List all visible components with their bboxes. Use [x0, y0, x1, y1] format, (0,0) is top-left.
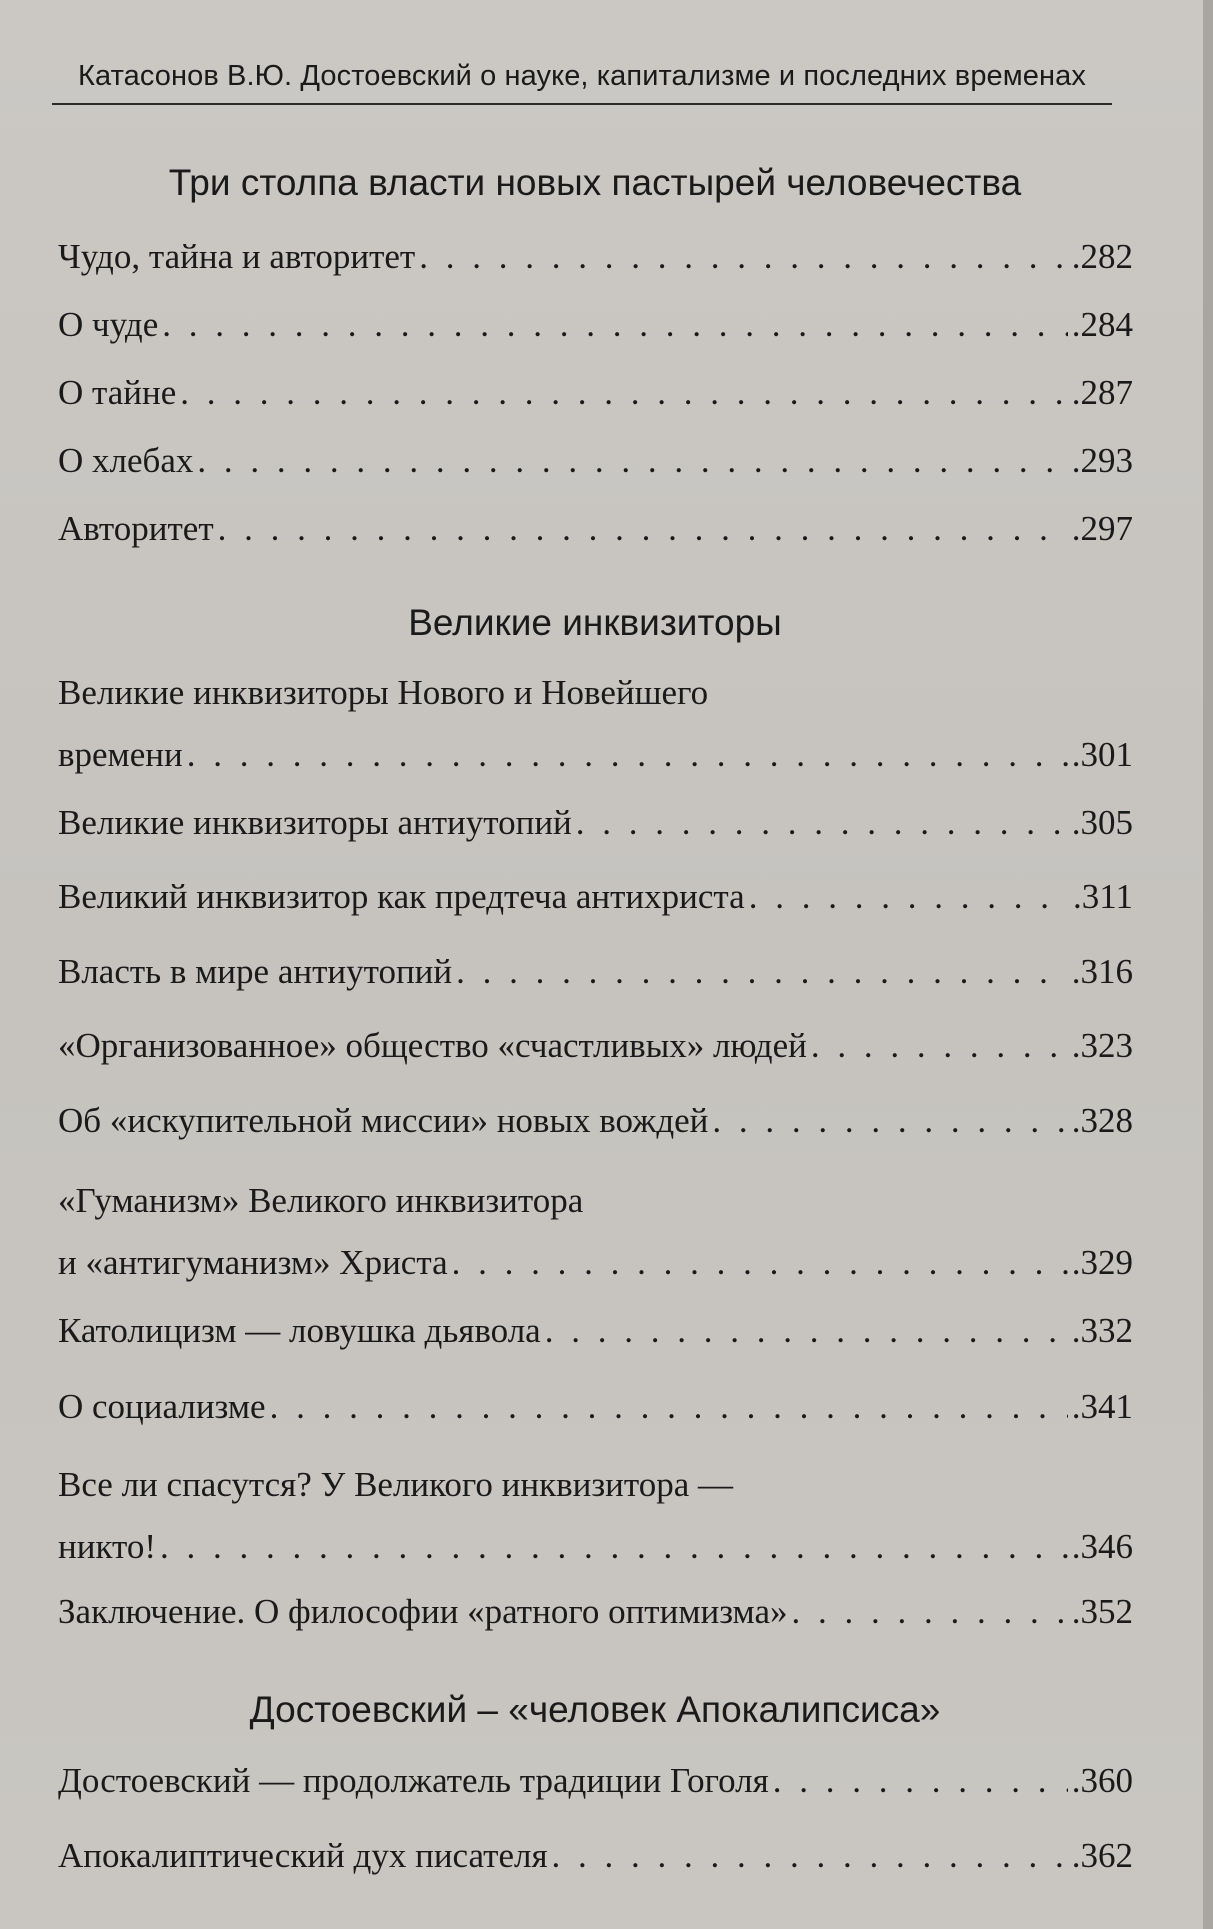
page-number: .293 — [1071, 441, 1133, 480]
leader-dots — [791, 1581, 1067, 1643]
page-number: .305 — [1071, 803, 1133, 842]
entry-title: О хлебах — [58, 441, 194, 480]
leader-dots — [576, 792, 1068, 854]
leader-dots — [270, 1376, 1068, 1438]
toc-entry[interactable] — [58, 430, 1133, 492]
page-number: .341 — [1071, 1387, 1133, 1426]
leader-dots — [545, 1300, 1068, 1362]
leader-dots — [187, 724, 1068, 786]
page-number: .311 — [1073, 877, 1133, 916]
entry-title: и «антигуманизм» Христа — [58, 1243, 448, 1282]
section-title: Достоевский – «человек Апокалипсиса» — [249, 1689, 941, 1730]
entry-title: Католицизм — ловушка дьявола — [58, 1311, 541, 1350]
entry-title: Апокалиптический дух писателя — [58, 1836, 548, 1875]
leader-dots — [180, 362, 1067, 424]
toc-entry[interactable] — [58, 792, 1133, 854]
toc-entry[interactable] — [58, 498, 1133, 560]
leader-dots — [552, 1825, 1068, 1887]
leader-dots — [452, 1232, 1068, 1294]
entry-title-line1: Великие инквизиторы Нового и Новейшего — [58, 673, 709, 712]
page-edge — [1203, 0, 1213, 1929]
page-number: .323 — [1071, 1026, 1133, 1065]
running-head: Катасонов В.Ю. Достоевский о науке, капитализме и последних временах — [52, 60, 1112, 105]
toc-entry[interactable] — [58, 294, 1133, 356]
leader-dots — [811, 1015, 1068, 1077]
leader-dots — [749, 866, 1069, 928]
entry-title: Достоевский — продолжатель традиции Гоголя — [58, 1761, 769, 1800]
toc-entry[interactable] — [58, 662, 1133, 786]
entry-title: О тайне — [58, 373, 177, 412]
entry-title: времени — [58, 735, 183, 774]
leader-dots — [419, 226, 1068, 288]
page-number: .332 — [1071, 1311, 1133, 1350]
page-number: .362 — [1071, 1836, 1133, 1875]
entry-title: Заключение. О философии «ратного оптимизма» — [58, 1592, 788, 1631]
entry-title: Великие инквизиторы антиутопий — [58, 803, 572, 842]
page-number: .352 — [1071, 1592, 1133, 1631]
page-number: .282 — [1071, 237, 1133, 276]
entry-title: Чудо, тайна и авторитет — [58, 237, 416, 276]
entry-title: никто! — [58, 1527, 156, 1566]
page-number: .284 — [1071, 305, 1133, 344]
toc-entry[interactable] — [58, 941, 1133, 1003]
toc-entry[interactable] — [58, 362, 1133, 424]
page-number: .301 — [1071, 735, 1133, 774]
toc-entry[interactable] — [58, 226, 1133, 288]
leader-dots — [773, 1750, 1068, 1812]
leader-dots — [712, 1090, 1067, 1152]
entry-title: Власть в мире антиутопий — [58, 952, 453, 991]
entry-title: Об «искупительной миссии» новых вождей — [58, 1101, 709, 1140]
page-number: .316 — [1071, 952, 1133, 991]
page-number: .360 — [1071, 1761, 1133, 1800]
page-number: .328 — [1071, 1101, 1133, 1140]
entry-title-line1: «Гуманизм» Великого инквизитора — [58, 1181, 584, 1220]
page-number: .346 — [1071, 1527, 1133, 1566]
page-number: .297 — [1071, 509, 1133, 548]
entry-title: О социализме — [58, 1387, 266, 1426]
page-number: .287 — [1071, 373, 1133, 412]
entry-title: Авторитет — [58, 509, 214, 548]
toc-entry[interactable] — [58, 1825, 1133, 1887]
toc-entry[interactable] — [58, 1376, 1133, 1438]
section-title: Великие инквизиторы — [408, 602, 782, 643]
entry-title: О чуде — [58, 305, 159, 344]
entry-title-line1: Все ли спасутся? У Великого инквизитора — — [58, 1465, 734, 1504]
section-title: Три столпа власти новых пастырей человечества — [168, 162, 1022, 203]
toc-entry[interactable] — [58, 1300, 1133, 1362]
leader-dots — [162, 294, 1067, 356]
toc-entry[interactable] — [58, 1750, 1133, 1812]
leader-dots — [160, 1516, 1068, 1578]
toc-entry[interactable] — [58, 1581, 1133, 1643]
leader-dots — [218, 498, 1068, 560]
entry-title: Великий инквизитор как предтеча антихриста — [58, 877, 745, 916]
toc-entry[interactable] — [58, 866, 1133, 928]
leader-dots — [456, 941, 1068, 1003]
toc-entry[interactable] — [58, 1170, 1133, 1294]
leader-dots — [197, 430, 1067, 492]
entry-title: «Организованное» общество «счастливых» людей — [58, 1026, 807, 1065]
toc-entry[interactable] — [58, 1090, 1133, 1152]
page-number: .329 — [1071, 1243, 1133, 1282]
toc-entry[interactable] — [58, 1454, 1133, 1578]
toc-entry[interactable] — [58, 1015, 1133, 1077]
